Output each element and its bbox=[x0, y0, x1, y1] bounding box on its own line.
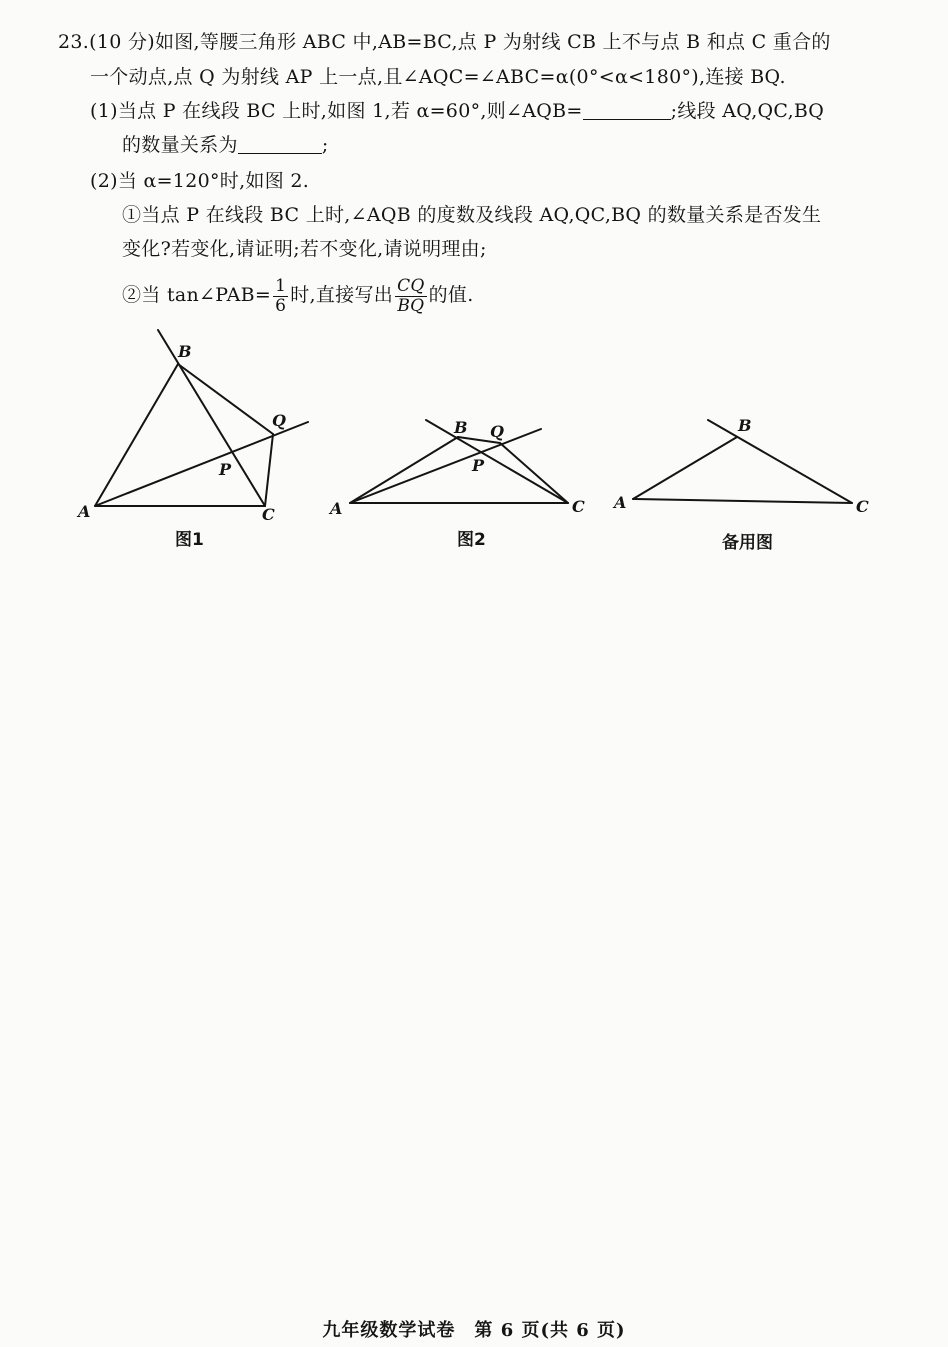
fig1-segment-ab bbox=[95, 364, 178, 506]
part1-text-d: ; bbox=[321, 134, 329, 156]
part2-sub1-line2: 变化?若变化,请证明;若不变化,请说明理由; bbox=[122, 238, 487, 260]
part2-sub2-text-c: 的值. bbox=[428, 284, 474, 306]
part1-text-a: (1)当点 P 在线段 BC 上时,如图 1,若 α=60°,则∠AQB= bbox=[90, 100, 583, 122]
fig3-ray-cb bbox=[708, 420, 852, 503]
fig1-label-q: Q bbox=[272, 411, 286, 430]
fig1-label-b: B bbox=[178, 342, 192, 361]
fraction-denominator-bq: BQ bbox=[397, 295, 425, 316]
fig2-label-a: A bbox=[330, 499, 343, 518]
fig1-segment-bq bbox=[178, 364, 273, 434]
part2-sub1-line1: ①当点 P 在线段 BC 上时,∠AQB 的度数及线段 AQ,QC,BQ 的数量关系是否发生 bbox=[122, 204, 822, 226]
fig3-segment-ab bbox=[633, 437, 737, 499]
fig1-label-c: C bbox=[262, 505, 275, 524]
problem-statement-line1: 23.(10 分)如图,等腰三角形 ABC 中,AB=BC,点 P 为射线 CB 上不与点 B 和点 C 重合的 bbox=[58, 31, 831, 53]
fig2-label-p: P bbox=[472, 456, 485, 475]
fig1-segment-qc bbox=[265, 434, 273, 506]
spare-figure-caption: 备用图 bbox=[722, 533, 773, 553]
fig2-segment-qc bbox=[500, 443, 568, 503]
part2-sub2-text-a: ②当 tan∠PAB= bbox=[122, 284, 272, 306]
fraction-numerator-cq: CQ bbox=[397, 275, 425, 296]
fig2-label-q: Q bbox=[490, 422, 504, 441]
fraction-denominator: 6 bbox=[275, 295, 287, 316]
part2-heading: (2)当 α=120°时,如图 2. bbox=[90, 170, 310, 192]
fig1-ray-ap bbox=[95, 422, 308, 506]
figure-1-diagram bbox=[0, 0, 948, 600]
fig3-label-c: C bbox=[856, 497, 869, 516]
fig2-segment-ab bbox=[350, 437, 458, 503]
fig3-segment-ac bbox=[633, 499, 852, 503]
fraction-numerator: 1 bbox=[275, 275, 287, 296]
fig2-label-b: B bbox=[454, 418, 468, 437]
fig1-label-p: P bbox=[219, 460, 232, 479]
part2-sub2-text-b: 时,直接写出 bbox=[290, 284, 394, 306]
problem-statement-line2: 一个动点,点 Q 为射线 AP 上一点,且∠AQC=∠ABC=α(0°<α<180°),连接 BQ. bbox=[90, 66, 786, 88]
fig1-label-a: A bbox=[78, 502, 91, 521]
page-footer: 九年级数学试卷 第 6 页(共 6 页) bbox=[322, 1320, 626, 1341]
fig2-label-c: C bbox=[572, 497, 585, 516]
fig3-label-a: A bbox=[614, 493, 627, 512]
fig3-label-b: B bbox=[738, 416, 752, 435]
part1-text-b: ;线段 AQ,QC,BQ bbox=[670, 100, 825, 122]
fig2-ray-ap bbox=[350, 429, 541, 503]
fig1-ray-cb bbox=[158, 330, 265, 506]
figure-1-caption: 图1 bbox=[175, 530, 204, 550]
part1-text-c: 的数量关系为 bbox=[122, 134, 238, 156]
figure-2-caption: 图2 bbox=[457, 530, 486, 550]
